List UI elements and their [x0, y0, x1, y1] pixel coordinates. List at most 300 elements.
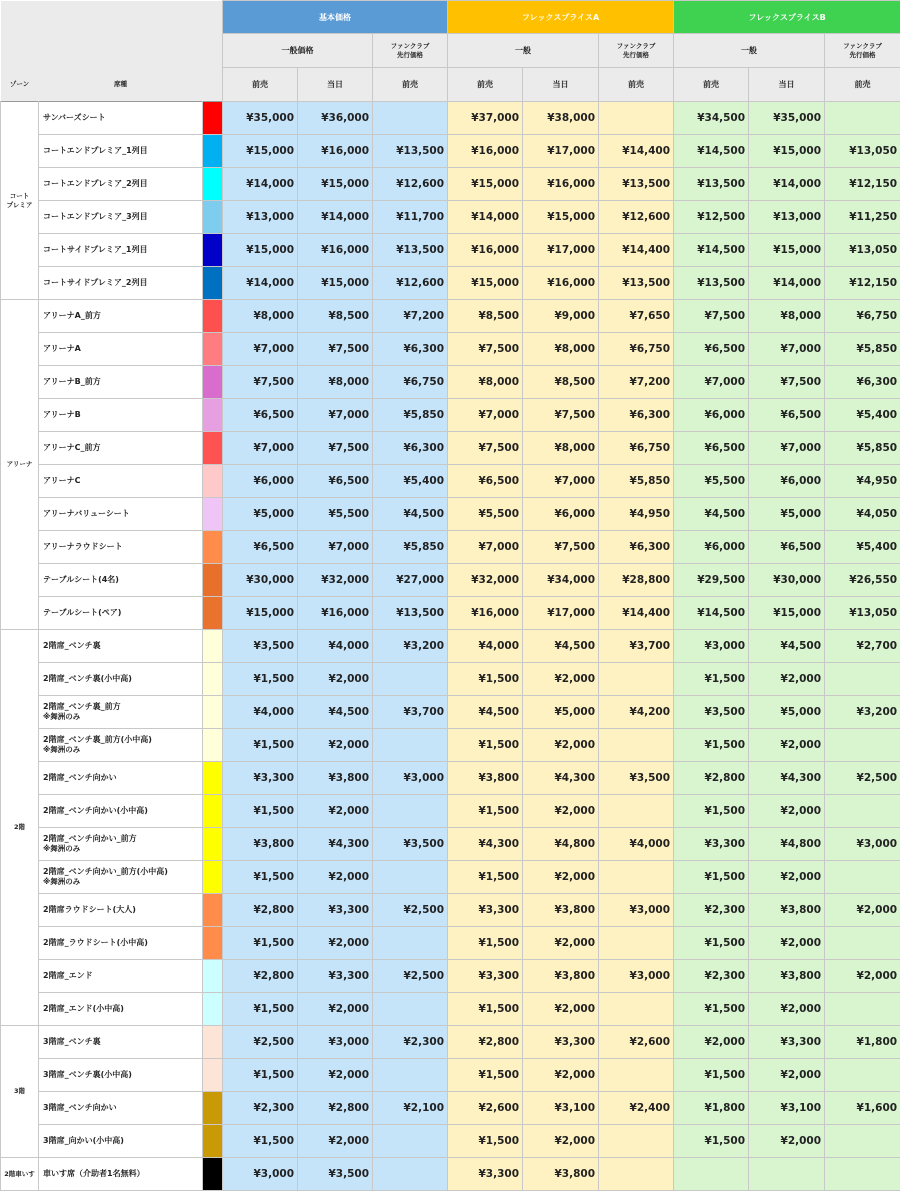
price-cell: ¥1,500 [448, 993, 523, 1026]
zone-label-line: コート [9, 191, 30, 200]
price-cell: ¥3,300 [749, 1026, 825, 1059]
price-cell: ¥6,500 [448, 465, 523, 498]
price-cell: ¥7,500 [298, 333, 373, 366]
price-cell: ¥1,500 [674, 1059, 749, 1092]
price-cell: ¥15,000 [749, 234, 825, 267]
price-cell: ¥6,500 [223, 399, 298, 432]
price-cell: ¥7,000 [223, 432, 298, 465]
header-blank [1, 1, 223, 34]
price-cell: ¥34,000 [523, 564, 599, 597]
price-cell: ¥7,500 [223, 366, 298, 399]
col-fanclub-presale: 前売 [373, 68, 448, 102]
price-cell: ¥13,500 [373, 597, 448, 630]
price-cell: ¥2,000 [523, 1059, 599, 1092]
price-cell: ¥3,300 [523, 1026, 599, 1059]
price-cell: ¥1,500 [448, 795, 523, 828]
seat-name [39, 861, 203, 894]
price-cell: ¥7,500 [523, 531, 599, 564]
price-cell: ¥15,000 [223, 234, 298, 267]
price-cell: ¥2,000 [298, 795, 373, 828]
seat-name [39, 663, 203, 696]
price-cell: ¥3,800 [448, 762, 523, 795]
seat-name-text: 車いす席（介助者1名無料） [43, 1168, 145, 1178]
price-cell: ¥5,850 [373, 531, 448, 564]
price-cell: ¥17,000 [523, 597, 599, 630]
price-cell: ¥32,000 [298, 564, 373, 597]
price-cell: ¥2,000 [523, 1125, 599, 1158]
price-cell: ¥2,000 [749, 729, 825, 762]
price-cell: ¥3,100 [749, 1092, 825, 1125]
price-cell: ¥16,000 [523, 267, 599, 300]
seat-color-swatch [203, 894, 223, 927]
price-cell: ¥14,000 [448, 201, 523, 234]
price-cell: ¥4,000 [298, 630, 373, 663]
seat-name [39, 135, 203, 168]
price-cell [373, 1059, 448, 1092]
seat-name-text: コートエンドプレミア_1列目 [43, 145, 148, 155]
price-cell: ¥1,500 [448, 927, 523, 960]
table-row [1, 795, 900, 828]
price-cell: ¥15,000 [749, 135, 825, 168]
table-row [1, 597, 900, 630]
seat-name-text: 3階席_向かい(小中高) [43, 1135, 124, 1145]
seat-name-text: アリーナA_前方 [43, 310, 101, 320]
price-cell: ¥3,800 [749, 960, 825, 993]
col-sameday: 当日 [298, 68, 373, 102]
price-cell: ¥2,000 [749, 861, 825, 894]
seat-color-swatch [203, 861, 223, 894]
price-cell: ¥2,000 [825, 894, 900, 927]
table-row [1, 102, 900, 135]
price-cell: ¥2,300 [223, 1092, 298, 1125]
price-cell: ¥16,000 [298, 234, 373, 267]
price-cell: ¥12,600 [373, 267, 448, 300]
price-cell: ¥2,800 [223, 894, 298, 927]
price-cell: ¥4,500 [749, 630, 825, 663]
table-row [1, 1026, 900, 1059]
seat-name [39, 300, 203, 333]
seat-name [39, 993, 203, 1026]
seat-color-swatch [203, 993, 223, 1026]
seat-color-swatch [203, 399, 223, 432]
price-cell [825, 102, 900, 135]
price-cell: ¥6,300 [599, 531, 674, 564]
price-cell: ¥35,000 [749, 102, 825, 135]
price-cell: ¥1,500 [448, 861, 523, 894]
price-cell: ¥2,300 [373, 1026, 448, 1059]
zone-label [1, 1158, 39, 1191]
price-cell [373, 729, 448, 762]
price-cell: ¥6,500 [223, 531, 298, 564]
price-cell: ¥7,200 [599, 366, 674, 399]
seat-name-text: テーブルシート(4名) [43, 574, 119, 584]
price-cell: ¥5,000 [523, 696, 599, 729]
seat-color-swatch [203, 267, 223, 300]
price-cell: ¥4,500 [373, 498, 448, 531]
price-cell: ¥1,500 [223, 663, 298, 696]
price-cell: ¥1,500 [223, 1059, 298, 1092]
price-cell [599, 927, 674, 960]
seat-name-text: テーブルシート(ペア) [43, 607, 122, 617]
price-cell: ¥35,000 [223, 102, 298, 135]
price-cell: ¥2,000 [523, 861, 599, 894]
seat-color-swatch [203, 597, 223, 630]
seat-color-swatch [203, 729, 223, 762]
seat-name-text: 2階席_エンド [43, 970, 93, 980]
price-cell: ¥27,000 [373, 564, 448, 597]
price-cell: ¥3,300 [298, 894, 373, 927]
price-cell: ¥6,000 [674, 531, 749, 564]
price-cell: ¥8,000 [749, 300, 825, 333]
table-row [1, 762, 900, 795]
seat-color-swatch [203, 1158, 223, 1191]
seat-color-swatch [203, 564, 223, 597]
price-cell: ¥3,500 [674, 696, 749, 729]
seat-name [39, 267, 203, 300]
price-cell: ¥16,000 [298, 597, 373, 630]
price-cell: ¥4,800 [523, 828, 599, 861]
table-row [1, 1158, 900, 1191]
seat-name-text: 2階席_ベンチ裏_前方(小中高) [43, 734, 152, 744]
seat-color-swatch [203, 135, 223, 168]
price-cell [373, 663, 448, 696]
seat-name [39, 234, 203, 267]
price-cell: ¥7,500 [448, 333, 523, 366]
price-cell [599, 102, 674, 135]
seat-color-swatch [203, 102, 223, 135]
price-cell: ¥7,000 [749, 333, 825, 366]
price-cell: ¥3,300 [448, 1158, 523, 1191]
seat-color-swatch [203, 630, 223, 663]
seat-name-text: コートサイドプレミア_2列目 [43, 277, 148, 287]
price-cell: ¥1,500 [448, 1059, 523, 1092]
table-row [1, 432, 900, 465]
price-cell [825, 993, 900, 1026]
price-cell: ¥2,000 [523, 993, 599, 1026]
price-cell: ¥2,100 [373, 1092, 448, 1125]
seat-name [39, 1059, 203, 1092]
price-cell: ¥7,000 [298, 531, 373, 564]
price-cell: ¥4,500 [448, 696, 523, 729]
seat-name-text: アリーナC_前方 [43, 442, 101, 452]
col-presale: 前売 [448, 68, 523, 102]
seat-note: ※舞洲のみ [43, 745, 81, 755]
seat-name-text: 2階席_ラウドシート(小中高) [43, 937, 148, 947]
price-cell: ¥4,500 [523, 630, 599, 663]
price-cell [373, 1158, 448, 1191]
price-cell: ¥6,000 [674, 399, 749, 432]
price-table-body [1, 102, 900, 1191]
table-row [1, 1059, 900, 1092]
col-presale: 前売 [674, 68, 749, 102]
price-cell: ¥2,500 [223, 1026, 298, 1059]
seat-name [39, 795, 203, 828]
col-fanclub-presale: 前売 [599, 68, 674, 102]
seat-name-text: 3階席_ベンチ裏 [43, 1036, 101, 1046]
price-cell: ¥3,300 [223, 762, 298, 795]
price-cell: ¥16,000 [448, 135, 523, 168]
seat-name [39, 1125, 203, 1158]
price-cell [825, 861, 900, 894]
price-cell: ¥4,300 [749, 762, 825, 795]
seat-color-swatch [203, 663, 223, 696]
seat-name-text: 2階席_ベンチ向かい [43, 772, 117, 782]
price-cell: ¥13,050 [825, 135, 900, 168]
price-cell: ¥12,150 [825, 168, 900, 201]
price-cell: ¥7,000 [674, 366, 749, 399]
price-cell: ¥4,300 [298, 828, 373, 861]
price-cell: ¥3,000 [674, 630, 749, 663]
price-cell: ¥7,000 [523, 465, 599, 498]
price-cell [599, 1158, 674, 1191]
price-cell: ¥15,000 [749, 597, 825, 630]
seat-name [39, 201, 203, 234]
seat-name-text: アリーナC [43, 475, 81, 485]
seat-color-swatch [203, 168, 223, 201]
price-cell: ¥2,800 [674, 762, 749, 795]
price-cell: ¥1,500 [674, 795, 749, 828]
seat-name-text: 2階席_ベンチ裏(小中高) [43, 673, 132, 683]
price-cell: ¥3,800 [298, 762, 373, 795]
price-cell: ¥2,700 [825, 630, 900, 663]
price-cell [373, 102, 448, 135]
zone-label-line: 2階 [13, 823, 26, 832]
price-cell: ¥7,500 [448, 432, 523, 465]
price-cell [825, 1059, 900, 1092]
price-cell: ¥2,300 [674, 894, 749, 927]
price-cell: ¥2,000 [298, 861, 373, 894]
seat-color-swatch [203, 366, 223, 399]
table-row [1, 465, 900, 498]
price-cell: ¥2,000 [523, 795, 599, 828]
price-cell: ¥7,000 [749, 432, 825, 465]
seat-note: ※舞洲のみ [43, 712, 81, 722]
price-cell: ¥14,000 [298, 201, 373, 234]
price-cell [825, 927, 900, 960]
price-cell: ¥7,000 [448, 399, 523, 432]
price-cell: ¥2,600 [448, 1092, 523, 1125]
price-cell: ¥36,000 [298, 102, 373, 135]
price-cell: ¥14,400 [599, 135, 674, 168]
seat-name-text: アリーナラウドシート [43, 541, 123, 551]
col-fanclub-presale: 前売 [825, 68, 900, 102]
price-cell [373, 927, 448, 960]
seat-name-text: アリーナバリューシート [43, 508, 130, 518]
seat-name-text: コートサイドプレミア_1列目 [43, 244, 148, 254]
price-cell: ¥2,500 [373, 960, 448, 993]
seat-name-text: アリーナB_前方 [43, 376, 101, 386]
swatch-column-header [203, 68, 223, 102]
price-cell: ¥5,400 [825, 531, 900, 564]
zone-label [1, 300, 39, 630]
price-cell: ¥13,500 [599, 168, 674, 201]
price-cell: ¥12,600 [373, 168, 448, 201]
seat-name [39, 498, 203, 531]
table-row [1, 168, 900, 201]
seat-color-swatch [203, 465, 223, 498]
price-cell: ¥3,000 [599, 960, 674, 993]
zone-label [1, 630, 39, 1026]
price-cell: ¥2,000 [749, 993, 825, 1026]
price-cell: ¥4,950 [825, 465, 900, 498]
seat-color-swatch [203, 927, 223, 960]
price-cell: ¥5,500 [674, 465, 749, 498]
price-cell: ¥2,000 [523, 729, 599, 762]
seat-name [39, 432, 203, 465]
seat-name [39, 333, 203, 366]
price-cell: ¥32,000 [448, 564, 523, 597]
price-cell: ¥15,000 [223, 135, 298, 168]
price-cell: ¥3,800 [523, 1158, 599, 1191]
price-cell: ¥30,000 [223, 564, 298, 597]
seat-name-text: アリーナA [43, 343, 81, 353]
price-cell: ¥17,000 [523, 234, 599, 267]
table-row [1, 1125, 900, 1158]
price-cell: ¥3,800 [749, 894, 825, 927]
price-cell: ¥26,550 [825, 564, 900, 597]
price-cell: ¥7,500 [674, 300, 749, 333]
subheader-fanclub-basic: ファンクラブ 先行価格 [373, 34, 448, 68]
price-cell: ¥14,400 [599, 234, 674, 267]
seat-name-text: 2階席_エンド(小中高) [43, 1003, 124, 1013]
price-cell: ¥16,000 [298, 135, 373, 168]
price-cell: ¥1,500 [674, 861, 749, 894]
price-cell: ¥3,200 [825, 696, 900, 729]
price-cell: ¥3,800 [523, 960, 599, 993]
price-cell: ¥3,300 [674, 828, 749, 861]
seat-name [39, 1158, 203, 1191]
price-cell [599, 663, 674, 696]
price-cell [599, 993, 674, 1026]
price-cell: ¥2,000 [749, 1059, 825, 1092]
price-cell [674, 1158, 749, 1191]
subheader-general-a: 一般 [448, 34, 599, 68]
price-cell [825, 795, 900, 828]
price-cell: ¥3,000 [373, 762, 448, 795]
price-cell: ¥14,000 [749, 267, 825, 300]
price-cell: ¥2,000 [298, 663, 373, 696]
price-cell: ¥14,000 [223, 168, 298, 201]
price-cell: ¥8,000 [298, 366, 373, 399]
price-cell: ¥4,950 [599, 498, 674, 531]
seat-name [39, 1092, 203, 1125]
price-cell: ¥3,800 [223, 828, 298, 861]
price-cell: ¥2,000 [523, 927, 599, 960]
table-row [1, 630, 900, 663]
price-cell: ¥2,000 [523, 663, 599, 696]
price-cell: ¥1,500 [223, 993, 298, 1026]
price-cell: ¥30,000 [749, 564, 825, 597]
price-cell: ¥6,500 [298, 465, 373, 498]
price-cell: ¥5,500 [298, 498, 373, 531]
price-cell: ¥4,500 [298, 696, 373, 729]
price-cell: ¥14,400 [599, 597, 674, 630]
price-cell: ¥7,650 [599, 300, 674, 333]
price-cell [373, 1125, 448, 1158]
price-cell: ¥3,300 [448, 960, 523, 993]
seat-name [39, 465, 203, 498]
price-cell: ¥13,050 [825, 234, 900, 267]
table-row [1, 927, 900, 960]
seat-name [39, 531, 203, 564]
price-cell: ¥1,800 [674, 1092, 749, 1125]
zone-label-line: 2階車いす [4, 1169, 35, 1178]
price-cell: ¥8,500 [298, 300, 373, 333]
table-row [1, 333, 900, 366]
price-cell: ¥7,500 [749, 366, 825, 399]
price-cell: ¥14,000 [223, 267, 298, 300]
seat-name [39, 762, 203, 795]
price-cell: ¥13,000 [749, 201, 825, 234]
price-cell: ¥6,750 [599, 333, 674, 366]
zone-label-line: 3階 [13, 1087, 26, 1096]
group-header-flex-b: フレックスプライスB [674, 1, 900, 34]
price-cell: ¥4,000 [223, 696, 298, 729]
subheader-fanclub-a: ファンクラブ 先行価格 [599, 34, 674, 68]
seat-name [39, 960, 203, 993]
seat-color-swatch [203, 333, 223, 366]
seat-column-header: 席種 [39, 68, 203, 102]
price-cell: ¥14,500 [674, 597, 749, 630]
price-cell: ¥6,750 [825, 300, 900, 333]
price-cell: ¥38,000 [523, 102, 599, 135]
zone-label [1, 102, 39, 300]
price-cell: ¥15,000 [298, 168, 373, 201]
price-cell: ¥16,000 [448, 234, 523, 267]
price-cell: ¥15,000 [223, 597, 298, 630]
price-cell: ¥16,000 [448, 597, 523, 630]
price-cell: ¥2,300 [674, 960, 749, 993]
price-cell: ¥2,800 [298, 1092, 373, 1125]
price-cell: ¥5,850 [825, 432, 900, 465]
price-cell: ¥4,200 [599, 696, 674, 729]
seat-color-swatch [203, 234, 223, 267]
price-cell: ¥7,500 [298, 432, 373, 465]
seat-name-text: 2階席_ベンチ裏 [43, 640, 101, 650]
price-cell: ¥4,000 [599, 828, 674, 861]
price-cell: ¥2,000 [825, 960, 900, 993]
price-cell [599, 1059, 674, 1092]
price-cell: ¥1,500 [223, 1125, 298, 1158]
price-cell: ¥1,600 [825, 1092, 900, 1125]
seat-name [39, 729, 203, 762]
seat-name [39, 828, 203, 861]
seat-color-swatch [203, 696, 223, 729]
seat-name-text: コートエンドプレミア_2列目 [43, 178, 148, 188]
price-cell: ¥6,750 [373, 366, 448, 399]
group-header-flex-a: フレックスプライスA [448, 1, 674, 34]
price-cell: ¥7,200 [373, 300, 448, 333]
price-cell: ¥1,500 [448, 729, 523, 762]
price-cell: ¥4,300 [448, 828, 523, 861]
price-cell: ¥16,000 [523, 168, 599, 201]
price-cell: ¥1,500 [674, 927, 749, 960]
table-row [1, 135, 900, 168]
price-cell: ¥29,500 [674, 564, 749, 597]
price-cell: ¥1,500 [223, 861, 298, 894]
seat-name-text: 2階席_ベンチ向かい_前方 [43, 833, 137, 843]
seat-color-swatch [203, 300, 223, 333]
price-cell [373, 993, 448, 1026]
seat-name [39, 894, 203, 927]
seat-color-swatch [203, 1125, 223, 1158]
price-cell: ¥8,500 [448, 300, 523, 333]
price-cell: ¥5,400 [825, 399, 900, 432]
price-cell: ¥3,300 [298, 960, 373, 993]
subheader-general-basic: 一般価格 [223, 34, 373, 68]
price-cell: ¥1,500 [674, 993, 749, 1026]
price-cell: ¥6,500 [749, 399, 825, 432]
